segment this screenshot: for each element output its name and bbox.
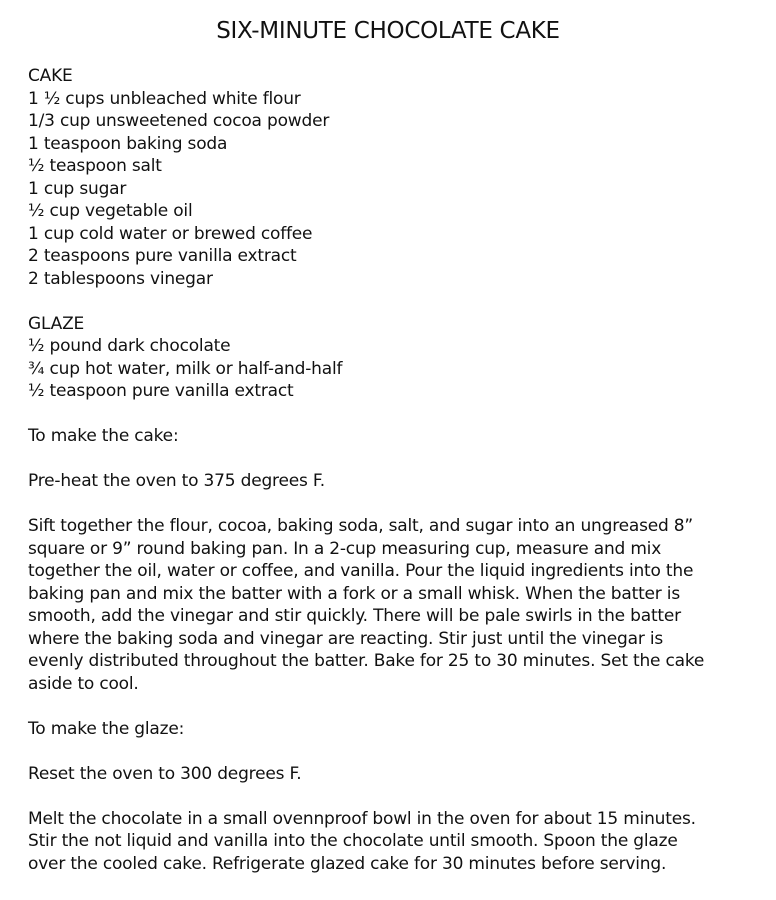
paragraph-line: baking pan and mix the batter with a fork or a small whisk. When the batter is bbox=[28, 583, 680, 604]
cake-instructions-heading: To make the cake: bbox=[28, 426, 179, 446]
cake-ingredient: 1 cup sugar bbox=[28, 178, 127, 199]
glaze-step-melt bbox=[28, 808, 758, 876]
cake-ingredient: 2 teaspoons pure vanilla extract bbox=[28, 246, 297, 266]
glaze-section bbox=[28, 313, 758, 403]
paragraph-line: evenly distributed throughout the batter. Bake for 25 to 30 minutes. Set the cake bbox=[28, 651, 705, 671]
glaze-ingredient: ¾ cup hot water, milk or half-and-half bbox=[28, 358, 343, 379]
paragraph-line: smooth, add the vinegar and stir quickly. There will be pale swirls in the batter bbox=[28, 606, 681, 626]
recipe-content bbox=[28, 65, 758, 875]
paragraph-line: together the oil, water or coffee, and vanilla. Pour the liquid ingredients into the bbox=[28, 561, 694, 581]
paragraph-line: Melt the chocolate in a small ovennproof bowl in the oven for about 15 minutes. bbox=[28, 808, 696, 829]
cake-ingredient: 1 teaspoon baking soda bbox=[28, 133, 228, 154]
glaze-ingredient: ½ pound dark chocolate bbox=[28, 336, 231, 356]
paragraph-line: Stir the not liquid and vanilla into the chocolate until smooth. Spoon the glaze bbox=[28, 831, 678, 851]
cake-ingredient: 2 tablespoons vinegar bbox=[28, 268, 213, 289]
cake-heading: CAKE bbox=[28, 66, 73, 86]
paragraph-line: where the baking soda and vinegar are reacting. Stir just until the vinegar is bbox=[28, 628, 663, 649]
spacer bbox=[28, 695, 758, 718]
cake-step-mix bbox=[28, 515, 758, 695]
paragraph-line: over the cooled cake. Refrigerate glazed cake for 30 minutes before serving. bbox=[28, 853, 667, 874]
cake-ingredient: ½ cup vegetable oil bbox=[28, 201, 193, 221]
glaze-heading: GLAZE bbox=[28, 313, 85, 334]
spacer bbox=[28, 403, 758, 426]
spacer bbox=[28, 785, 758, 808]
paragraph-line: square or 9” round baking pan. In a 2-cup measuring cup, measure and mix bbox=[28, 538, 662, 559]
glaze-ingredient: ½ teaspoon pure vanilla extract bbox=[28, 381, 294, 401]
cake-section bbox=[28, 65, 758, 290]
glaze-instructions-heading: To make the glaze: bbox=[28, 718, 185, 739]
spacer bbox=[28, 493, 758, 516]
recipe-title: SIX-MINUTE CHOCOLATE CAKE bbox=[216, 18, 560, 44]
paragraph-line: aside to cool. bbox=[28, 673, 139, 694]
spacer bbox=[28, 290, 758, 313]
cake-ingredient: ½ teaspoon salt bbox=[28, 156, 162, 176]
cake-ingredient: 1 cup cold water or brewed coffee bbox=[28, 223, 313, 244]
spacer bbox=[28, 740, 758, 763]
paragraph-line: Sift together the flour, cocoa, baking soda, salt, and sugar into an ungreased 8” bbox=[28, 516, 694, 536]
cake-ingredient: 1 ½ cups unbleached white flour bbox=[28, 88, 301, 109]
glaze-step-oven: Reset the oven to 300 degrees F. bbox=[28, 763, 302, 784]
cake-step-preheat: Pre-heat the oven to 375 degrees F. bbox=[28, 471, 325, 491]
cake-ingredient: 1/3 cup unsweetened cocoa powder bbox=[28, 111, 330, 131]
spacer bbox=[28, 448, 758, 471]
